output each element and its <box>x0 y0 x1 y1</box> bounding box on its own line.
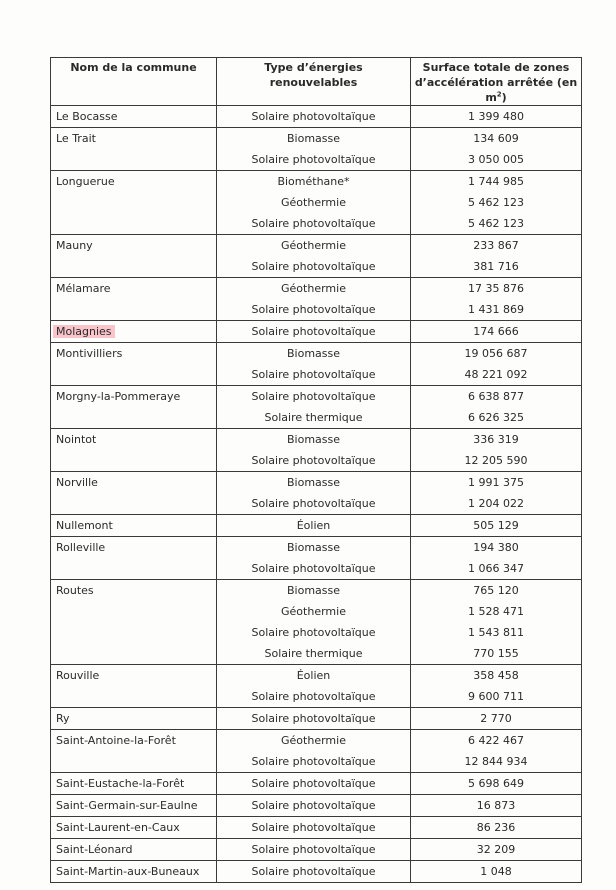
table-row <box>51 773 582 795</box>
cell-surface: 1 991 375 <box>411 472 582 494</box>
header-surface-sup: 2 <box>496 90 502 99</box>
header-commune: Nom de la commune <box>51 58 217 106</box>
table-row <box>51 213 582 235</box>
cell-surface: 1 066 347 <box>411 558 582 580</box>
cell-surface: 12 844 934 <box>411 751 582 773</box>
cell-surface: 336 319 <box>411 429 582 451</box>
cell-surface: 1 048 <box>411 861 582 883</box>
cell-commune <box>51 364 217 386</box>
table-row <box>51 429 582 451</box>
cell-commune <box>51 343 217 365</box>
cell-commune <box>51 795 217 817</box>
commune-name: Saint-Martin-aux-Buneaux <box>56 865 200 878</box>
cell-commune <box>51 235 217 257</box>
table-row <box>51 128 582 150</box>
table-row <box>51 817 582 839</box>
cell-surface: 134 609 <box>411 128 582 150</box>
cell-surface: 1 399 480 <box>411 106 582 128</box>
table-row <box>51 364 582 386</box>
cell-energy-type: Solaire photovoltaïque <box>217 213 411 235</box>
table-body <box>51 106 582 883</box>
cell-surface: 2 770 <box>411 708 582 730</box>
commune-name: Nullemont <box>56 519 113 532</box>
commune-name: Saint-Léonard <box>56 843 133 856</box>
table-row <box>51 321 582 343</box>
table-row <box>51 839 582 861</box>
cell-energy-type: Solaire photovoltaïque <box>217 106 411 128</box>
cell-commune <box>51 407 217 429</box>
cell-energy-type: Solaire photovoltaïque <box>217 493 411 515</box>
cell-surface: 381 716 <box>411 256 582 278</box>
cell-commune <box>51 192 217 213</box>
table-row <box>51 106 582 128</box>
header-surface-close: ) <box>501 91 507 104</box>
commune-name: Routes <box>56 584 94 597</box>
cell-surface: 3 050 005 <box>411 149 582 171</box>
table-row <box>51 537 582 559</box>
table-row <box>51 708 582 730</box>
cell-energy-type: Solaire photovoltaïque <box>217 450 411 472</box>
cell-surface: 1 744 985 <box>411 171 582 193</box>
cell-commune <box>51 213 217 235</box>
cell-commune <box>51 256 217 278</box>
commune-name: Norville <box>56 476 98 489</box>
cell-commune <box>51 817 217 839</box>
cell-surface: 32 209 <box>411 839 582 861</box>
header-surface-line1: Surface totale de zones <box>422 61 570 74</box>
commune-name: Ry <box>56 712 70 725</box>
cell-surface: 16 873 <box>411 795 582 817</box>
commune-name: Le Trait <box>56 132 96 145</box>
table-row <box>51 558 582 580</box>
cell-surface: 765 120 <box>411 580 582 602</box>
table-row <box>51 299 582 321</box>
table-row <box>51 861 582 883</box>
table-row <box>51 386 582 408</box>
header-energy-type: Type d’énergies renouvelables <box>217 58 411 106</box>
table-row <box>51 730 582 752</box>
table-row <box>51 795 582 817</box>
cell-energy-type: Biomasse <box>217 429 411 451</box>
commune-name: Mauny <box>56 239 93 252</box>
cell-energy-type: Solaire photovoltaïque <box>217 773 411 795</box>
table-row <box>51 278 582 300</box>
cell-energy-type: Biomasse <box>217 343 411 365</box>
cell-surface: 194 380 <box>411 537 582 559</box>
commune-name: Montivilliers <box>56 347 123 360</box>
cell-energy-type: Solaire photovoltaïque <box>217 321 411 343</box>
cell-energy-type: Solaire photovoltaïque <box>217 708 411 730</box>
cell-commune <box>51 751 217 773</box>
cell-commune <box>51 429 217 451</box>
cell-energy-type: Géothermie <box>217 278 411 300</box>
cell-surface: 6 638 877 <box>411 386 582 408</box>
cell-energy-type: Solaire photovoltaïque <box>217 386 411 408</box>
cell-energy-type: Biomasse <box>217 580 411 602</box>
header-surface-line2-text: d’accélération arrêtée (en m <box>414 76 578 104</box>
table-row <box>51 643 582 665</box>
cell-energy-type: Biomasse <box>217 472 411 494</box>
cell-surface: 358 458 <box>411 665 582 687</box>
cell-commune <box>51 450 217 472</box>
table-row <box>51 235 582 257</box>
cell-commune <box>51 493 217 515</box>
cell-energy-type: Solaire photovoltaïque <box>217 751 411 773</box>
table-header-row <box>51 58 582 106</box>
cell-commune <box>51 665 217 687</box>
cell-energy-type: Géothermie <box>217 192 411 213</box>
cell-commune <box>51 278 217 300</box>
commune-name: Saint-Antoine-la-Forêt <box>56 734 176 747</box>
commune-name: Le Bocasse <box>56 110 118 123</box>
cell-surface: 5 698 649 <box>411 773 582 795</box>
cell-surface: 6 422 467 <box>411 730 582 752</box>
cell-surface: 1 543 811 <box>411 622 582 643</box>
table-row <box>51 149 582 171</box>
commune-name: Mélamare <box>56 282 111 295</box>
cell-energy-type: Solaire thermique <box>217 643 411 665</box>
cell-surface: 1 204 022 <box>411 493 582 515</box>
highlighted-commune-name: Molagnies <box>53 325 115 338</box>
table-row <box>51 580 582 602</box>
cell-energy-type: Géothermie <box>217 235 411 257</box>
commune-name: Saint-Eustache-la-Forêt <box>56 777 185 790</box>
cell-commune <box>51 472 217 494</box>
cell-surface: 17 35 876 <box>411 278 582 300</box>
cell-surface: 505 129 <box>411 515 582 537</box>
cell-commune <box>51 708 217 730</box>
zones-acceleration-table <box>50 57 582 883</box>
table-row <box>51 601 582 622</box>
cell-energy-type: Géothermie <box>217 601 411 622</box>
cell-energy-type: Solaire photovoltaïque <box>217 558 411 580</box>
cell-commune <box>51 537 217 559</box>
cell-energy-type: Solaire photovoltaïque <box>217 364 411 386</box>
table-row <box>51 192 582 213</box>
cell-surface: 5 462 123 <box>411 213 582 235</box>
cell-energy-type: Solaire photovoltaïque <box>217 686 411 708</box>
cell-surface: 9 600 711 <box>411 686 582 708</box>
cell-surface: 12 205 590 <box>411 450 582 472</box>
cell-commune <box>51 171 217 193</box>
commune-name: Saint-Laurent-en-Caux <box>56 821 180 834</box>
cell-commune <box>51 149 217 171</box>
commune-name: Rouville <box>56 669 100 682</box>
commune-name: Morgny-la-Pommeraye <box>56 390 181 403</box>
table-row <box>51 472 582 494</box>
cell-surface: 19 056 687 <box>411 343 582 365</box>
header-surface-line2 <box>414 75 578 105</box>
cell-energy-type: Solaire photovoltaïque <box>217 795 411 817</box>
cell-energy-type: Biomasse <box>217 128 411 150</box>
cell-commune <box>51 321 217 343</box>
cell-energy-type: Solaire photovoltaïque <box>217 839 411 861</box>
cell-surface: 1 528 471 <box>411 601 582 622</box>
cell-commune <box>51 386 217 408</box>
table-row <box>51 665 582 687</box>
commune-name: Nointot <box>56 433 97 446</box>
table-row <box>51 343 582 365</box>
cell-commune <box>51 686 217 708</box>
cell-energy-type: Biomasse <box>217 537 411 559</box>
cell-surface: 5 462 123 <box>411 192 582 213</box>
commune-name: Saint-Germain-sur-Eaulne <box>56 799 198 812</box>
cell-commune <box>51 601 217 622</box>
cell-energy-type: Biométhane* <box>217 171 411 193</box>
table-row <box>51 171 582 193</box>
cell-surface: 770 155 <box>411 643 582 665</box>
cell-energy-type: Éolien <box>217 665 411 687</box>
header-surface <box>411 58 582 106</box>
cell-surface: 174 666 <box>411 321 582 343</box>
cell-surface: 86 236 <box>411 817 582 839</box>
cell-energy-type: Solaire photovoltaïque <box>217 149 411 171</box>
cell-surface: 1 431 869 <box>411 299 582 321</box>
table-row <box>51 407 582 429</box>
cell-commune <box>51 558 217 580</box>
cell-energy-type: Solaire photovoltaïque <box>217 299 411 321</box>
cell-commune <box>51 128 217 150</box>
cell-commune <box>51 839 217 861</box>
cell-commune <box>51 106 217 128</box>
cell-commune <box>51 773 217 795</box>
cell-energy-type: Solaire photovoltaïque <box>217 817 411 839</box>
cell-surface: 233 867 <box>411 235 582 257</box>
table-row <box>51 515 582 537</box>
cell-energy-type: Géothermie <box>217 730 411 752</box>
cell-energy-type: Solaire photovoltaïque <box>217 861 411 883</box>
table-row <box>51 493 582 515</box>
table-row <box>51 622 582 643</box>
commune-name: Rolleville <box>56 541 106 554</box>
cell-commune <box>51 730 217 752</box>
table-row <box>51 686 582 708</box>
cell-commune <box>51 622 217 643</box>
commune-name: Longuerue <box>56 175 115 188</box>
table-row <box>51 256 582 278</box>
cell-energy-type: Éolien <box>217 515 411 537</box>
cell-commune <box>51 515 217 537</box>
cell-surface: 48 221 092 <box>411 364 582 386</box>
cell-commune <box>51 643 217 665</box>
cell-commune <box>51 580 217 602</box>
table-row <box>51 751 582 773</box>
cell-energy-type: Solaire photovoltaïque <box>217 256 411 278</box>
cell-commune <box>51 299 217 321</box>
cell-surface: 6 626 325 <box>411 407 582 429</box>
cell-energy-type: Solaire photovoltaïque <box>217 622 411 643</box>
cell-commune <box>51 861 217 883</box>
table-row <box>51 450 582 472</box>
cell-energy-type: Solaire thermique <box>217 407 411 429</box>
